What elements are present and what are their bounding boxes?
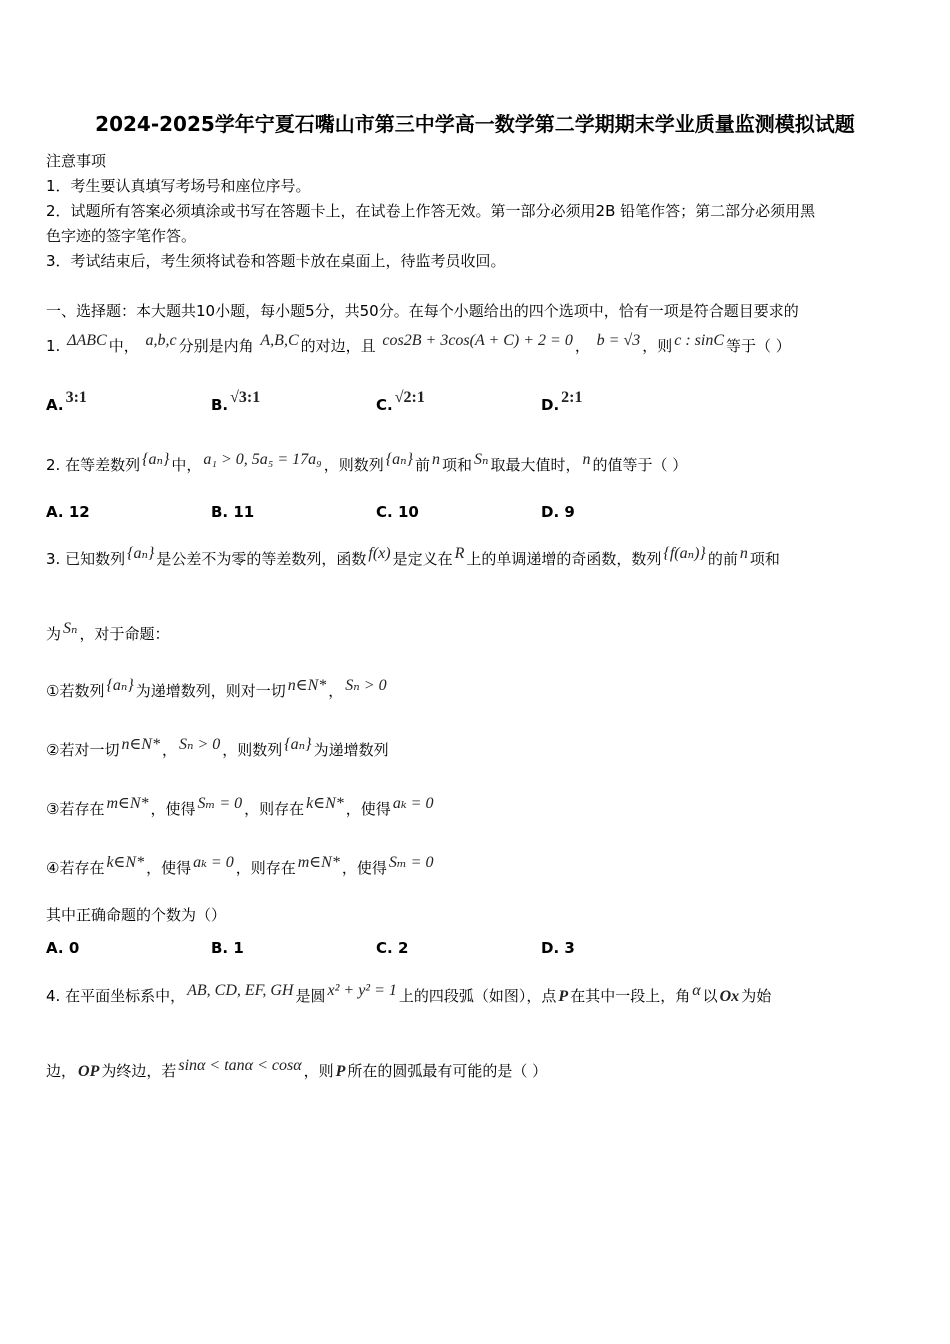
text: 项和 xyxy=(442,456,473,474)
text: ，使得 xyxy=(341,859,387,877)
text: 2. xyxy=(46,456,61,474)
notice-item: 色字迹的签字笔作答。 xyxy=(46,227,197,245)
math-expression: Ox xyxy=(719,988,740,1005)
text: C. xyxy=(376,396,393,414)
text: 2 xyxy=(397,939,409,957)
text: 所在的圆弧最有可能的是（ ） xyxy=(347,1062,548,1080)
text: D. xyxy=(541,396,560,414)
text: ，则 xyxy=(303,1062,334,1080)
math-expression: Sₙ > 0 xyxy=(178,736,221,753)
text: 1 xyxy=(233,939,244,957)
text: D. xyxy=(541,939,560,957)
text: 11 xyxy=(233,503,255,521)
text: ，使得 xyxy=(146,859,192,877)
text: ，则 xyxy=(642,337,673,355)
text: ，则数列 xyxy=(323,456,384,474)
text: 是圆 xyxy=(295,987,326,1005)
text: 在其中一段上，角 xyxy=(570,987,691,1005)
text: 9 xyxy=(564,503,575,521)
text: 上的单调递增的奇函数，数列 xyxy=(466,550,662,568)
text: 中， xyxy=(171,456,202,474)
text: ，使得 xyxy=(345,800,391,818)
option-c xyxy=(376,503,419,521)
text: C. xyxy=(376,939,393,957)
math-expression: aₖ = 0 xyxy=(392,795,434,812)
text: 是公差不为零的等差数列，函数 xyxy=(156,550,367,568)
math-expression: AB, CD, EF, GH xyxy=(187,982,294,999)
option-b xyxy=(211,503,254,521)
math-expression: n xyxy=(582,451,591,468)
text: 等于（ ） xyxy=(726,337,791,355)
text: ，对于命题： xyxy=(79,625,170,643)
math-expression: n∈N* xyxy=(287,677,327,694)
text: 上的四段弧（如图），点 xyxy=(398,987,557,1005)
q-num: 1. xyxy=(46,337,61,355)
math-expression: n xyxy=(739,545,748,562)
proposition-1 xyxy=(46,677,389,702)
text: 为 xyxy=(46,625,62,643)
text: B. xyxy=(211,503,229,521)
text: ②若对一切 xyxy=(46,741,120,759)
text: B. xyxy=(211,939,229,957)
math: cos2B + 3cos(A + C) + 2 = 0 xyxy=(382,332,573,349)
proposition-3 xyxy=(46,795,435,820)
text: A. xyxy=(46,396,64,414)
section-heading: 一、选择题：本大题共10小题，每小题5分，共50分。在每个小题给出的四个选项中，恰有一项是符合题目要求的 xyxy=(46,302,799,320)
math: c : sinC xyxy=(674,332,725,349)
option-a xyxy=(46,939,79,957)
math-expression: P xyxy=(558,988,569,1005)
text: ③若存在 xyxy=(46,800,105,818)
text: 0 xyxy=(68,939,80,957)
text: ，使得 xyxy=(150,800,196,818)
question-3-cont xyxy=(46,620,170,645)
text: 前 xyxy=(414,456,430,474)
notice-item: 1．考生要认真填写考场号和座位序号。 xyxy=(46,177,311,195)
text: 边， xyxy=(46,1062,77,1080)
math-expression: m∈N* xyxy=(106,795,149,812)
question-4 xyxy=(46,982,772,1007)
math-expression: sinα < tanα < cosα xyxy=(178,1057,302,1074)
text: 项和 xyxy=(749,550,780,568)
math-expression: 3:1 xyxy=(65,389,87,406)
text: 12 xyxy=(68,503,90,521)
text: ④若存在 xyxy=(46,859,105,877)
option-d xyxy=(541,939,575,957)
option-d xyxy=(541,389,584,415)
math-expression: Sₙ xyxy=(63,620,78,637)
option-c xyxy=(376,389,427,415)
math-expression: {aₙ} xyxy=(284,736,312,753)
text: 4. xyxy=(46,987,61,1005)
text: 在平面坐标系中， xyxy=(65,987,186,1005)
text: C. xyxy=(376,503,393,521)
math-expression: aₖ = 0 xyxy=(193,854,234,871)
text: 10 xyxy=(397,503,419,521)
math: A,B,C xyxy=(260,332,299,349)
math-expression: k∈N* xyxy=(106,854,145,871)
text: ， xyxy=(161,741,177,759)
math-expression: 2:1 xyxy=(561,389,583,406)
math-expression: P xyxy=(335,1063,346,1080)
question-3 xyxy=(46,545,780,570)
text: 以 xyxy=(702,987,718,1005)
text: 分别是内角 xyxy=(178,337,254,355)
math-expression: m∈N* xyxy=(297,854,340,871)
notice-item: 3．考试结束后，考生须将试卷和答题卡放在桌面上，待监考员收回。 xyxy=(46,252,506,270)
option-a xyxy=(46,389,89,415)
math: ΔABC xyxy=(67,332,107,349)
math-expression: {f(aₙ)} xyxy=(663,545,706,562)
question-3-ask: 其中正确命题的个数为（） xyxy=(46,906,227,924)
notice-heading: 注意事项 xyxy=(46,152,107,170)
math-expression: OP xyxy=(78,1063,100,1080)
option-c xyxy=(376,939,408,957)
page-title: 2024-2025学年宁夏石嘴山市第三中学高一数学第二学期期末学业质量监测模拟试题 xyxy=(95,112,855,136)
text: 为递增数列 xyxy=(313,741,389,759)
text: A. xyxy=(46,503,64,521)
math-expression: √2:1 xyxy=(394,389,425,406)
text: D. xyxy=(541,503,560,521)
notice-item: 2．试题所有答案必须填涂或书写在答题卡上，在试卷上作答无效。第一部分必须用2B 铅笔作答；第二部分必须用黑 xyxy=(46,202,816,220)
math: a,b,c xyxy=(145,332,177,349)
math-expression: n∈N* xyxy=(121,736,160,753)
math-expression: Sₙ xyxy=(474,451,489,468)
text: ， xyxy=(328,682,344,700)
proposition-4 xyxy=(46,854,435,879)
math-expression: {aₙ} xyxy=(127,545,155,562)
text: 取最大值时， xyxy=(490,456,581,474)
option-d xyxy=(541,503,575,521)
math-expression: {aₙ} xyxy=(142,451,170,468)
proposition-2 xyxy=(46,736,389,761)
text: 为终边，若 xyxy=(101,1062,177,1080)
text: 是定义在 xyxy=(392,550,453,568)
math-expression: n xyxy=(432,451,440,468)
math-expression: a₁ > 0, 5a₅ = 17a₉ xyxy=(203,451,322,468)
math-expression: {aₙ} xyxy=(106,677,134,694)
text: 3 xyxy=(564,939,575,957)
text: 为始 xyxy=(741,987,772,1005)
text: ①若数列 xyxy=(46,682,105,700)
math-expression: Sₘ = 0 xyxy=(197,795,243,812)
question-1 xyxy=(46,332,791,357)
question-2 xyxy=(46,451,688,476)
math-expression: Sₙ > 0 xyxy=(345,677,387,694)
math-expression: f(x) xyxy=(368,545,391,562)
option-a xyxy=(46,503,90,521)
text: 的前 xyxy=(707,550,738,568)
text: 在等差数列 xyxy=(65,456,141,474)
math-expression: √3:1 xyxy=(230,389,261,406)
text: 为递增数列，则对一切 xyxy=(135,682,286,700)
math-expression: x² + y² = 1 xyxy=(327,982,397,999)
option-b xyxy=(211,939,244,957)
text: ， xyxy=(574,337,590,355)
text: 的值等于（ ） xyxy=(592,456,688,474)
text: ，则存在 xyxy=(235,859,296,877)
text: 已知数列 xyxy=(65,550,126,568)
text: B. xyxy=(211,396,229,414)
math-expression: α xyxy=(692,982,701,999)
math-expression: {aₙ} xyxy=(385,451,413,468)
question-4-cont xyxy=(46,1057,548,1082)
text: A. xyxy=(46,939,64,957)
math: b = √3 xyxy=(596,332,641,349)
text: 3. xyxy=(46,550,61,568)
text: ，则存在 xyxy=(244,800,305,818)
option-b xyxy=(211,389,262,415)
text: ，则数列 xyxy=(222,741,283,759)
math-expression: Sₘ = 0 xyxy=(388,854,434,871)
math-expression: k∈N* xyxy=(306,795,344,812)
text: 的对边，且 xyxy=(300,337,376,355)
math-expression: R xyxy=(454,545,465,562)
text: 中， xyxy=(108,337,139,355)
